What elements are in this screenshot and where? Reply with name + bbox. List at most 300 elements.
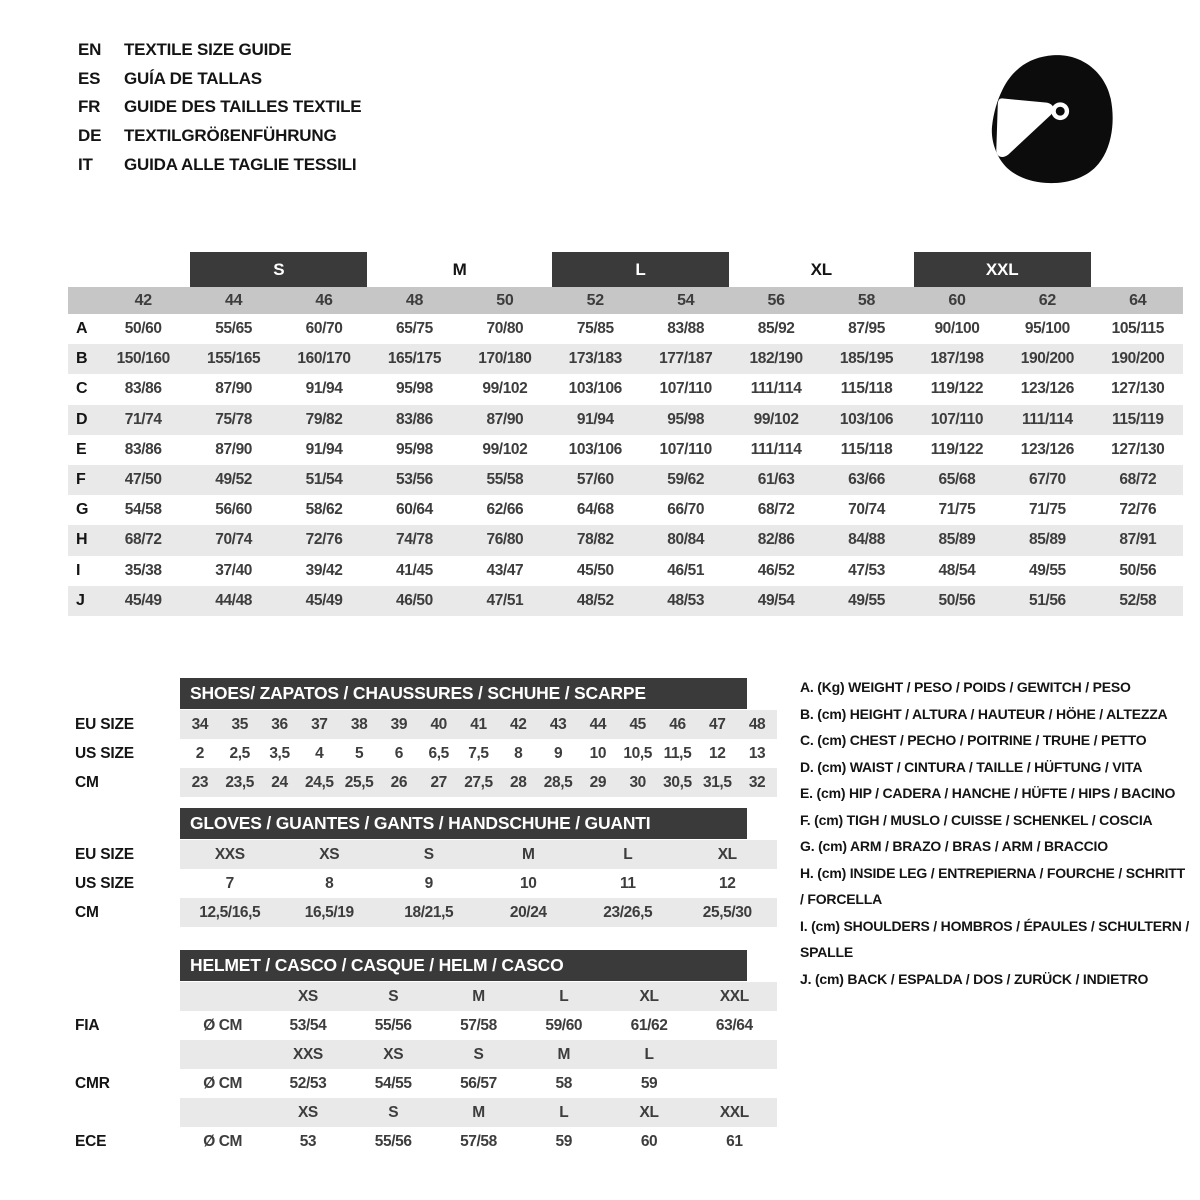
- table-cell: 123/126: [1020, 380, 1074, 398]
- table-cell: 56/60: [215, 501, 253, 519]
- table-cell: 48/53: [667, 591, 705, 609]
- shoes-cell: 39: [390, 715, 408, 733]
- table-cell: 95/98: [667, 410, 705, 428]
- shoes-cell: 11,5: [663, 744, 692, 762]
- table-cell: 173/183: [568, 350, 622, 368]
- shoes-cell: 26: [390, 773, 408, 791]
- gloves-cell: XL: [717, 845, 737, 863]
- table-cell: 45/49: [124, 591, 162, 609]
- helmet-values-row: [75, 1011, 777, 1040]
- table-row: [68, 374, 1183, 404]
- gloves-cell: S: [423, 845, 434, 863]
- table-cell: 127/130: [1111, 440, 1165, 458]
- table-cell: 65/75: [396, 320, 433, 338]
- size-band-value: 46: [315, 291, 333, 309]
- table-cell: 155/165: [207, 350, 261, 368]
- table-cell: 74/78: [396, 531, 433, 549]
- helmet-row-label-spacer: [75, 1040, 180, 1069]
- helmet-value-cell: 52/53: [289, 1074, 327, 1092]
- language-code: DE: [78, 126, 102, 146]
- legend-item: D. (cm) WAIST / CINTURA / TAILLE / HÜFTUNG / VITA: [800, 758, 1143, 775]
- table-cell: 50/56: [938, 591, 976, 609]
- table-cell: 66/70: [667, 501, 705, 519]
- legend-item: A. (Kg) WEIGHT / PESO / POIDS / GEWITCH / PESO: [800, 679, 1131, 695]
- language-row: [78, 150, 361, 179]
- helmet-values-row: [75, 1127, 777, 1156]
- size-band-value: 56: [767, 291, 785, 309]
- shoes-row: [75, 710, 777, 739]
- table-cell: 62/66: [486, 501, 524, 519]
- helmet-sizes-cells: [180, 982, 777, 1011]
- table-cell: 52/58: [1119, 591, 1157, 609]
- table-cell: 85/92: [757, 320, 795, 338]
- shoes-cell: 10,5: [623, 744, 652, 762]
- shoes-cell: 44: [589, 715, 607, 733]
- legend-item: I. (cm) SHOULDERS / HOMBROS / ÉPAULES / SCHULTERN / SPALLE: [800, 917, 1190, 960]
- helmet-value-cell: 54/55: [374, 1074, 412, 1092]
- gloves-cell: 25,5/30: [702, 903, 752, 921]
- table-cell: 47/53: [848, 561, 885, 579]
- table-cell: 87/90: [486, 410, 524, 428]
- helmet-size-cell: L: [559, 1103, 569, 1121]
- gloves-row: [75, 869, 777, 898]
- textile-size-table: [68, 249, 1183, 616]
- helmet-standard-label: CMR: [75, 1074, 110, 1092]
- shoes-row-label: EU SIZE: [75, 715, 134, 733]
- table-row: [68, 556, 1183, 586]
- gloves-cell: M: [521, 845, 535, 863]
- table-cell: 83/86: [124, 380, 162, 398]
- table-cell: 85/89: [938, 531, 976, 549]
- helmet-standard-label: ECE: [75, 1132, 107, 1150]
- table-cell: 82/86: [757, 531, 795, 549]
- shoes-cell: 6: [394, 744, 403, 762]
- helmet-section-title: HELMET / CASCO / CASQUE / HELM / CASCO: [180, 950, 747, 981]
- table-cell: 87/91: [1119, 531, 1157, 549]
- table-cell: 83/86: [124, 440, 162, 458]
- table-cell: 80/84: [667, 531, 705, 549]
- helmet-sizes-row: [75, 982, 777, 1011]
- shoes-cell: 23,5: [225, 773, 254, 791]
- shoes-cell: 8: [514, 744, 523, 762]
- helmet-value-cell: 58: [555, 1074, 572, 1092]
- helmet-size-cell: XXL: [719, 1103, 749, 1121]
- helmet-size-cell: M: [557, 1045, 571, 1063]
- language-title: GUÍA DE TALLAS: [124, 68, 262, 88]
- table-cell: 47/50: [124, 471, 162, 489]
- shoes-cell: 37: [311, 715, 328, 733]
- table-cell: 111/114: [1022, 410, 1073, 428]
- helmet-value-cell: 59: [555, 1132, 572, 1150]
- table-cell: 58/62: [305, 501, 343, 519]
- table-cell: 150/160: [116, 350, 170, 368]
- table-cell: 59/62: [667, 471, 705, 489]
- table-cell: 115/118: [840, 440, 893, 458]
- shoes-cell: 29: [589, 773, 607, 791]
- helmet-sizes-row: [75, 1040, 777, 1069]
- helmet-size-cell: M: [472, 987, 485, 1005]
- shoes-cell: 6,5: [428, 744, 449, 762]
- shoes-cell: 34: [191, 715, 209, 733]
- table-cell: 185/195: [839, 350, 894, 368]
- table-cell: 79/82: [305, 410, 343, 428]
- table-cell: 54/58: [124, 501, 162, 519]
- table-cell: 65/68: [938, 471, 976, 489]
- table-cell: 48/52: [576, 591, 614, 609]
- helmet-size-cell: S: [388, 987, 399, 1005]
- gloves-section-title: GLOVES / GUANTES / GANTS / HANDSCHUHE / GUANTI: [180, 808, 747, 839]
- table-cell: 67/70: [1028, 471, 1066, 489]
- row-label: D: [76, 410, 88, 428]
- table-row: [68, 314, 1183, 344]
- shoes-section: [75, 678, 777, 797]
- helmet-value-cell: 61: [726, 1132, 743, 1150]
- shoes-cell: 28: [510, 773, 527, 791]
- size-table-rows: [68, 314, 1183, 616]
- table-cell: 43/47: [486, 561, 524, 579]
- helmet-table: [75, 982, 777, 1156]
- table-cell: 48/54: [938, 561, 976, 579]
- language-list: [78, 36, 361, 179]
- table-cell: 190/200: [1111, 350, 1165, 368]
- table-cell: 49/52: [215, 471, 253, 489]
- size-group-spacer: [68, 249, 188, 287]
- gloves-cell: 10: [520, 874, 537, 892]
- language-title: TEXTILE SIZE GUIDE: [124, 40, 292, 60]
- shoes-cell: 41: [470, 715, 487, 733]
- size-group-m: M: [452, 260, 467, 279]
- table-cell: 115/119: [1112, 410, 1164, 428]
- gloves-cell: 23/26,5: [603, 903, 653, 921]
- row-label: G: [76, 501, 89, 519]
- table-row: [68, 465, 1183, 495]
- shoes-row-cells: [180, 739, 777, 768]
- table-cell: 51/54: [305, 471, 343, 489]
- gloves-cell: 12: [719, 874, 736, 892]
- table-cell: 49/55: [1028, 561, 1066, 579]
- size-band-row: [68, 287, 1183, 314]
- table-cell: 60/64: [396, 501, 433, 519]
- table-cell: 91/94: [305, 440, 343, 458]
- table-cell: 76/80: [486, 531, 524, 549]
- helmet-value-cell: 57/58: [460, 1132, 497, 1150]
- shoes-row-label: US SIZE: [75, 744, 134, 762]
- legend-item: G. (cm) ARM / BRAZO / BRAS / ARM / BRACCIO: [800, 838, 1108, 854]
- table-cell: 177/187: [659, 350, 713, 368]
- table-cell: 165/175: [387, 350, 442, 368]
- shoes-cell: 47: [709, 715, 726, 733]
- table-cell: 70/74: [848, 501, 885, 519]
- table-cell: 91/94: [305, 380, 343, 398]
- shoes-cell: 3,5: [269, 744, 290, 762]
- language-code: EN: [78, 40, 102, 60]
- language-title: GUIDE DES TAILLES TEXTILE: [124, 97, 362, 117]
- table-cell: 55/65: [215, 320, 253, 338]
- table-cell: 95/98: [396, 380, 433, 398]
- gloves-cell: 7: [225, 874, 234, 892]
- shoes-cell: 36: [271, 715, 288, 733]
- helmet-row-label-spacer: [75, 982, 180, 1011]
- table-cell: 103/106: [839, 410, 894, 428]
- table-cell: 91/94: [576, 410, 614, 428]
- helmet-value-cell: 59/60: [545, 1016, 583, 1034]
- language-title: TEXTILGRÖßENFÜHRUNG: [124, 126, 337, 146]
- gloves-table: [75, 840, 777, 927]
- shoes-table: [75, 710, 777, 797]
- table-cell: 45/49: [305, 591, 343, 609]
- helmet-value-cell: 53: [299, 1132, 317, 1150]
- row-label: J: [76, 591, 85, 609]
- helmet-unit-cell: Ø CM: [203, 1074, 243, 1092]
- size-group-spacer: [1093, 249, 1183, 287]
- table-cell: 68/72: [124, 531, 162, 549]
- table-cell: 35/38: [124, 561, 162, 579]
- table-cell: 107/110: [930, 410, 984, 428]
- shoes-row-cells: [180, 768, 777, 797]
- table-cell: 70/80: [486, 320, 524, 338]
- measurement-legend: [800, 674, 1192, 992]
- helmet-standard-label: FIA: [75, 1016, 100, 1034]
- gloves-row-label: EU SIZE: [75, 845, 134, 863]
- helmet-size-cell: XS: [297, 1103, 318, 1121]
- size-band-value: 44: [225, 291, 243, 309]
- row-label: E: [76, 440, 87, 458]
- table-cell: 71/74: [124, 410, 162, 428]
- table-cell: 46/50: [396, 591, 433, 609]
- shoes-cell: 30,5: [663, 773, 692, 791]
- size-group-s: S: [190, 252, 367, 287]
- shoes-cell: 35: [231, 715, 248, 733]
- shoes-cell: 46: [669, 715, 686, 733]
- table-cell: 83/88: [667, 320, 705, 338]
- table-cell: 187/198: [930, 350, 984, 368]
- shoes-cell: 30: [629, 773, 646, 791]
- table-cell: 68/72: [757, 501, 795, 519]
- table-cell: 103/106: [568, 440, 622, 458]
- shoes-cell: 42: [510, 715, 527, 733]
- table-cell: 111/114: [750, 380, 802, 398]
- gloves-cell: 12,5/16,5: [199, 903, 261, 921]
- shoes-cell: 9: [553, 744, 563, 762]
- table-cell: 68/72: [1119, 471, 1157, 489]
- table-cell: 49/54: [757, 591, 795, 609]
- helmet-value-cell: 53/54: [289, 1016, 327, 1034]
- table-cell: 75/78: [215, 410, 253, 428]
- shoes-cell: 7,5: [468, 744, 489, 762]
- gloves-cell: XS: [319, 845, 340, 863]
- gloves-row: [75, 840, 777, 869]
- table-cell: 72/76: [305, 531, 343, 549]
- table-cell: 72/76: [1119, 501, 1157, 519]
- helmet-size-cell: L: [644, 1045, 654, 1063]
- table-cell: 64/68: [576, 501, 614, 519]
- table-cell: 119/122: [930, 440, 984, 458]
- table-cell: 90/100: [934, 320, 980, 338]
- table-row: [68, 405, 1183, 435]
- table-cell: 190/200: [1020, 350, 1074, 368]
- helmet-size-cell: S: [473, 1045, 484, 1063]
- legend-item: H. (cm) INSIDE LEG / ENTREPIERNA / FOURCHE / SCHRITT / FORCELLA: [800, 864, 1185, 907]
- shoes-cell: 10: [589, 744, 607, 762]
- table-cell: 50/60: [124, 320, 162, 338]
- shoes-cell: 32: [748, 773, 766, 791]
- table-row: [68, 435, 1183, 465]
- shoes-section-title: SHOES/ ZAPATOS / CHAUSSURES / SCHUHE / SCARPE: [180, 678, 747, 709]
- language-row: [78, 36, 361, 65]
- table-cell: 107/110: [659, 440, 712, 458]
- table-cell: 60/70: [305, 320, 343, 338]
- table-cell: 53/56: [396, 471, 433, 489]
- shoes-cell: 2: [195, 744, 205, 762]
- table-cell: 87/90: [215, 380, 253, 398]
- row-label: C: [76, 380, 88, 398]
- table-cell: 99/102: [753, 410, 799, 428]
- legend-item: E. (cm) HIP / CADERA / HANCHE / HÜFTE / HIPS / BACINO: [800, 785, 1176, 801]
- helmet-size-cell: S: [388, 1103, 399, 1121]
- table-cell: 50/56: [1119, 561, 1157, 579]
- gloves-cell: 11: [619, 874, 636, 892]
- shoes-row: [75, 768, 777, 797]
- size-group-row: [68, 249, 1183, 287]
- helmet-values-cells: [180, 1127, 777, 1156]
- table-row: [68, 586, 1183, 616]
- shoes-cell: 40: [430, 715, 447, 733]
- table-cell: 46/51: [667, 561, 705, 579]
- helmet-size-cell: XL: [639, 987, 659, 1005]
- helmet-unit-cell: Ø CM: [203, 1016, 243, 1034]
- size-group-xxl: XXL: [914, 252, 1091, 287]
- size-band-value: 48: [405, 291, 424, 309]
- helmet-unit-cell: Ø CM: [203, 1132, 243, 1150]
- table-cell: 61/63: [757, 471, 795, 489]
- language-code: ES: [78, 68, 101, 88]
- helmet-values-row: [75, 1069, 777, 1098]
- table-row: [68, 525, 1183, 555]
- table-cell: 75/85: [576, 320, 614, 338]
- helmet-value-cell: 56/57: [460, 1074, 497, 1092]
- table-cell: 99/102: [482, 440, 528, 458]
- shoes-cell: 5: [354, 744, 364, 762]
- helmet-size-cell: XXL: [719, 987, 749, 1005]
- table-cell: 87/95: [848, 320, 885, 338]
- helmet-value-cell: 61/62: [630, 1016, 668, 1034]
- size-band-value: 54: [677, 291, 695, 309]
- gloves-row-label: US SIZE: [75, 874, 134, 892]
- shoes-cell: 28,5: [543, 773, 573, 791]
- table-cell: 46/52: [757, 561, 795, 579]
- table-cell: 84/88: [848, 531, 885, 549]
- table-cell: 57/60: [576, 471, 614, 489]
- helmet-values-cells: [180, 1011, 777, 1040]
- shoes-cell: 45: [629, 715, 646, 733]
- gloves-cell: 9: [424, 874, 433, 892]
- table-cell: 103/106: [568, 380, 622, 398]
- size-band-value: 62: [1038, 291, 1056, 309]
- helmet-value-cell: 55/56: [374, 1016, 412, 1034]
- table-cell: 95/100: [1024, 320, 1070, 338]
- shoes-cell: 12: [709, 744, 726, 762]
- table-cell: 115/118: [840, 380, 893, 398]
- table-row: [68, 344, 1183, 374]
- table-cell: 78/82: [576, 531, 614, 549]
- size-band-value: 42: [134, 291, 152, 309]
- language-code: FR: [78, 97, 101, 117]
- helmet-sizes-cells: [180, 1040, 777, 1069]
- shoes-cell: 13: [748, 744, 766, 762]
- shoes-cell: 25,5: [344, 773, 374, 791]
- table-cell: 99/102: [482, 380, 528, 398]
- table-cell: 127/130: [1111, 380, 1165, 398]
- shoes-cell: 24: [271, 773, 288, 791]
- table-cell: 71/75: [938, 501, 976, 519]
- gloves-cell: XXS: [214, 845, 245, 863]
- table-cell: 63/66: [848, 471, 885, 489]
- shoes-row: [75, 739, 777, 768]
- table-cell: 83/86: [396, 410, 433, 428]
- gloves-section: [75, 808, 777, 927]
- helmet-size-cell: M: [472, 1103, 485, 1121]
- helmet-size-cell: XXS: [293, 1045, 323, 1063]
- shoes-row-cells: [180, 710, 777, 739]
- language-row: [78, 93, 361, 122]
- table-cell: 44/48: [215, 591, 253, 609]
- table-cell: 41/45: [396, 561, 433, 579]
- table-cell: 51/56: [1028, 591, 1066, 609]
- table-cell: 49/55: [848, 591, 885, 609]
- legend-item: F. (cm) TIGH / MUSLO / CUISSE / SCHENKEL / COSCIA: [800, 811, 1153, 828]
- helmet-row-label-spacer: [75, 1098, 180, 1127]
- gloves-cell: L: [623, 845, 633, 863]
- shoes-cell: 43: [549, 715, 567, 733]
- helmet-value-cell: 57/58: [460, 1016, 497, 1034]
- helmet-size-cell: L: [559, 987, 569, 1005]
- racing-helmet-icon: [980, 40, 1122, 198]
- size-group-xl: XL: [810, 260, 832, 279]
- shoes-cell: 27,5: [464, 773, 493, 791]
- gloves-row: [75, 898, 777, 927]
- helmet-section: [75, 950, 777, 1156]
- table-cell: 45/50: [576, 561, 614, 579]
- size-band-value: 60: [948, 291, 966, 309]
- shoes-cell: 31,5: [702, 773, 732, 791]
- table-cell: 111/114: [750, 440, 802, 458]
- table-cell: 70/74: [215, 531, 253, 549]
- gloves-cell: 20/24: [509, 903, 547, 921]
- table-cell: 107/110: [659, 380, 712, 398]
- row-label: A: [76, 320, 88, 338]
- table-cell: 123/126: [1020, 440, 1074, 458]
- shoes-cell: 27: [430, 773, 447, 791]
- language-row: [78, 122, 361, 151]
- helmet-value-cell: 60: [640, 1132, 658, 1150]
- shoes-cell: 38: [350, 715, 368, 733]
- table-cell: 95/98: [396, 440, 433, 458]
- table-cell: 39/42: [305, 561, 343, 579]
- table-cell: 71/75: [1028, 501, 1066, 519]
- gloves-row-label: CM: [75, 903, 99, 921]
- table-cell: 105/115: [1111, 320, 1164, 338]
- table-cell: 47/51: [486, 591, 524, 609]
- size-band-value: 64: [1129, 291, 1147, 309]
- shoes-cell: 24,5: [305, 773, 334, 791]
- table-cell: 85/89: [1028, 531, 1066, 549]
- gloves-row-cells: [180, 840, 777, 869]
- table-cell: 160/170: [297, 350, 351, 368]
- table-row: [68, 495, 1183, 525]
- gloves-cell: 16,5/19: [304, 903, 354, 921]
- size-band-value: 50: [496, 291, 514, 309]
- gloves-cell: 18/21,5: [404, 903, 454, 921]
